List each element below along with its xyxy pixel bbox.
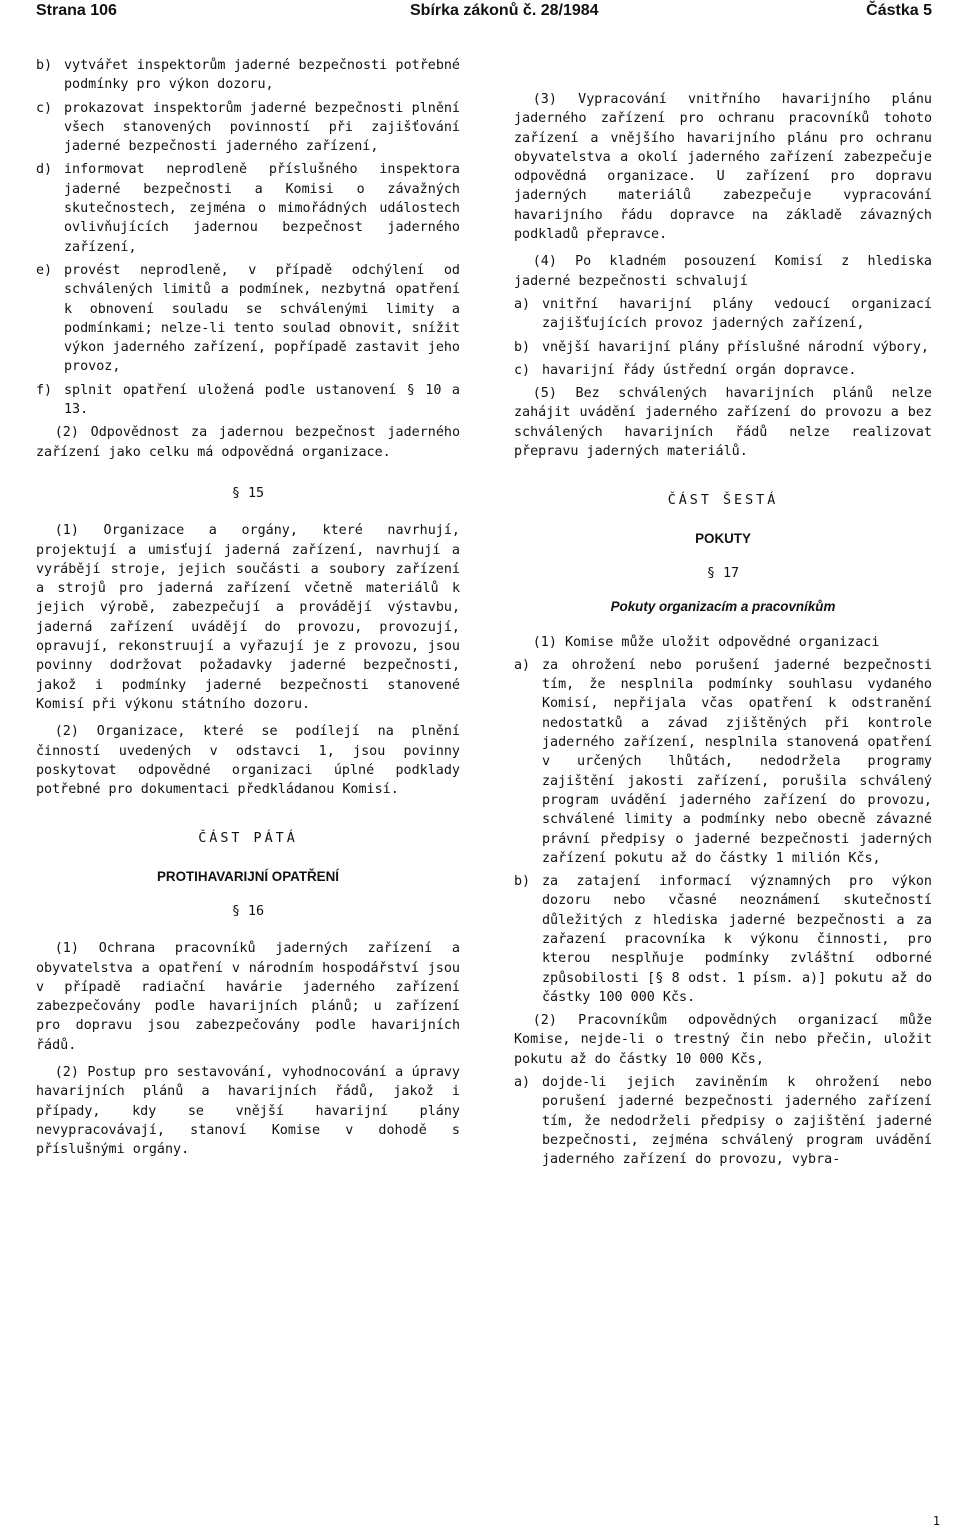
- item-text: provést neprodleně, v případě odchýlení od schválených limitů a podmínek, nezbytná opatření k obnovení souladu se schválenými limity a podmínkami; nelze-li tento soulad obnovit, snížit výkon jaderného zařízení, popřípadě zastavit jeho provoz,: [64, 262, 460, 375]
- item-text: za zatajení informací významných pro výkon dozoru nebo včasné neoznámení skutečností důležitých z hlediska jaderné bezpečnosti a za zařazení pracovníka k výkonu činnosti, pro kterou nesplňuje podmínky zvláštní odborné způsobilosti [§ 8 odst. 1 písm. a)] pokutu až do částky 100 000 Kčs.: [542, 874, 932, 1005]
- left-column: [36, 56, 460, 1168]
- item-text: informovat neprodleně příslušného inspektora jaderné bezpečnosti a Komisi o závažných skutečnostech, zejména o mimořádných událostech ovlivňujících jadernou bezpečnost jaderného zařízení,: [64, 162, 460, 255]
- list-item-d: [36, 160, 460, 256]
- paragraph-17-2: (2) Pracovníkům odpovědných organizací může Komise, nejde-li o trestný čin nebo přečin, uložit pokutu až do částky 10 000 Kčs,: [514, 1013, 932, 1067]
- list-item-a: [514, 295, 932, 334]
- item-label: a): [514, 296, 531, 312]
- item-label: a): [514, 657, 531, 673]
- item-text: za ohrožení nebo porušení jaderné bezpečnosti tím, že nesplnila podmínky souhlasu vydaného Komisí, nepřijala včas opatření k odstranění nedostatků a závad zjištěných při kontrole jaderného zařízení, nesplnila stanovená opatření v určených lhůtách, nedodržela programy zajištění jakosti zařízení, porušila schválený program uvádění jaderného zařízení do provozu, schválené limity a podmínky nebo obecně závazné právní předpisy o jaderné bezpečnosti jaderných zařízení pokutu až do částky 1 milión Kčs,: [542, 657, 932, 866]
- item-label: c): [514, 362, 531, 378]
- item-text: havarijní řády ústřední orgán dopravce.: [542, 362, 857, 378]
- item-label: b): [514, 874, 531, 890]
- item-text: splnit opatření uložená podle ustanovení § 10 a 13.: [64, 382, 460, 418]
- paragraph-16-4: (4) Po kladném posouzení Komisí z hlediska jaderné bezpečnosti schvalují: [514, 254, 932, 289]
- item-text: dojde-li jejich zaviněním k ohrožení nebo porušení jaderné bezpečnosti jaderného zařízení tím, že nedodrželi předpisy o zajištění jaderné bezpečnosti, zejména schválený program uvádění jaderného zařízení do provozu, vybra-: [542, 1075, 932, 1168]
- right-column: [514, 90, 932, 1174]
- list-item-b: [36, 56, 460, 95]
- paragraph-14-2: (2) Odpovědnost za jadernou bezpečnost jaderného zařízení jako celku má odpovědná organizace.: [36, 425, 460, 460]
- paragraph-16-1: (1) Ochrana pracovníků jaderných zařízení a obyvatelstva a opatření v národním hospodářství jsou v případě radiační havárie jaderného zařízení zabezpečovány podle havarijních plánů; u zařízení pro dopravu jsou zabezpečovány podle havarijních řádů.: [36, 941, 460, 1053]
- part-heading-6: ČÁST ŠESTÁ: [667, 493, 779, 509]
- issue-label: Částka 5: [866, 2, 932, 19]
- part-heading-5: ČÁST PÁTÁ: [198, 831, 298, 847]
- item-label: b): [36, 58, 53, 73]
- list-item-e: [36, 261, 460, 377]
- page-header: [0, 0, 960, 22]
- list-item-b: [514, 338, 932, 357]
- item-text: vnější havarijní plány příslušné národní výbory,: [542, 339, 929, 355]
- paragraph-16-3: (3) Vypracování vnitřního havarijního plánu jaderného zařízení pro ochranu pracovníků tohoto zařízení a vnějšího havarijního plánu pro ochranu obyvatelstva a okolí jaderného zařízení zabezpečuje odpovědná organizace. U zařízení pro dopravu jaderných materiálů zabezpečuje vypracování havarijního řádu dopravce na základě závazných podkladů přepravce.: [514, 92, 932, 243]
- list-item-f: [36, 381, 460, 420]
- paragraph-15-1: (1) Organizace a orgány, které navrhují, projektují a umisťují jaderná zařízení, navrhují a vyrábějí stroje, jejich součásti a soubory zařízení a strojů pro jaderná zařízení včetně materiálů k jejich výrobě, zabezpečují a provádějí výstavbu, jaderná zařízení uvádějí do provozu, provozují, opravují, rekonstruují a vyřazují je z provozu, jsou povinny dodržovat požadavky jaderné bezpečnosti, jakož i podmínky jaderné bezpečnosti stanovené Komisí při výkonu státního dozoru.: [36, 523, 460, 712]
- list-item-a: [514, 656, 932, 868]
- page-mark: 1: [932, 1514, 940, 1528]
- section-heading-17: § 17: [706, 565, 740, 581]
- paragraph-16-5: (5) Bez schválených havarijních plánů nelze zahájit uvádění jaderného zařízení do provozu a bez schválených havarijních řádů nelze realizovat přepravu jaderných materiálů.: [514, 386, 932, 460]
- item-label: b): [514, 339, 531, 355]
- collection-title: Sbírka zákonů č. 28/1984: [410, 2, 599, 19]
- item-label: d): [36, 162, 53, 178]
- item-text: vytvářet inspektorům jaderné bezpečnosti potřebné podmínky pro výkon dozoru,: [64, 58, 460, 93]
- paragraph-15-2: (2) Organizace, které se podílejí na plnění činností uvedených v odstavci 1, jsou povinny poskytovat odpovědné organizaci úplné podklady potřebné pro dokumentaci předkládanou Komisí.: [36, 724, 460, 798]
- list-item-c: [36, 99, 460, 157]
- item-label: f): [36, 382, 53, 398]
- page-number-label: Strana 106: [36, 2, 117, 19]
- paragraph-17-1: (1) Komise může uložit odpovědné organizaci: [532, 634, 880, 650]
- item-text: prokazovat inspektorům jaderné bezpečnosti plnění všech stanovených povinností při zajišťování jaderné bezpečnosti jaderného zařízení,: [64, 100, 460, 155]
- item-label: a): [514, 1075, 531, 1091]
- item-label: e): [36, 262, 53, 278]
- paragraph-16-2: (2) Postup pro sestavování, vyhodnocování a úpravy havarijních plánů a havarijních řádů, jakož i případy, kdy se vnější havarijní plány nevypracovávají, stanoví Komise v dohodě s příslušnými orgány.: [36, 1065, 460, 1158]
- list-item-a: [514, 1073, 932, 1169]
- item-text: vnitřní havarijní plány vedoucí organizací zajišťujících provoz jaderných zařízení,: [542, 296, 932, 332]
- list-item-b: [514, 872, 932, 1007]
- part-title-5: PROTIHAVARIJNÍ OPATŘENÍ: [156, 868, 340, 884]
- part-title-6: POKUTY: [695, 530, 751, 546]
- item-label: c): [36, 100, 53, 116]
- section-heading-15: § 15: [231, 485, 265, 501]
- list-item-c: [514, 361, 932, 380]
- section-title-17: Pokuty organizacím a pracovníkům: [610, 599, 836, 615]
- section-heading-16: § 16: [231, 903, 265, 919]
